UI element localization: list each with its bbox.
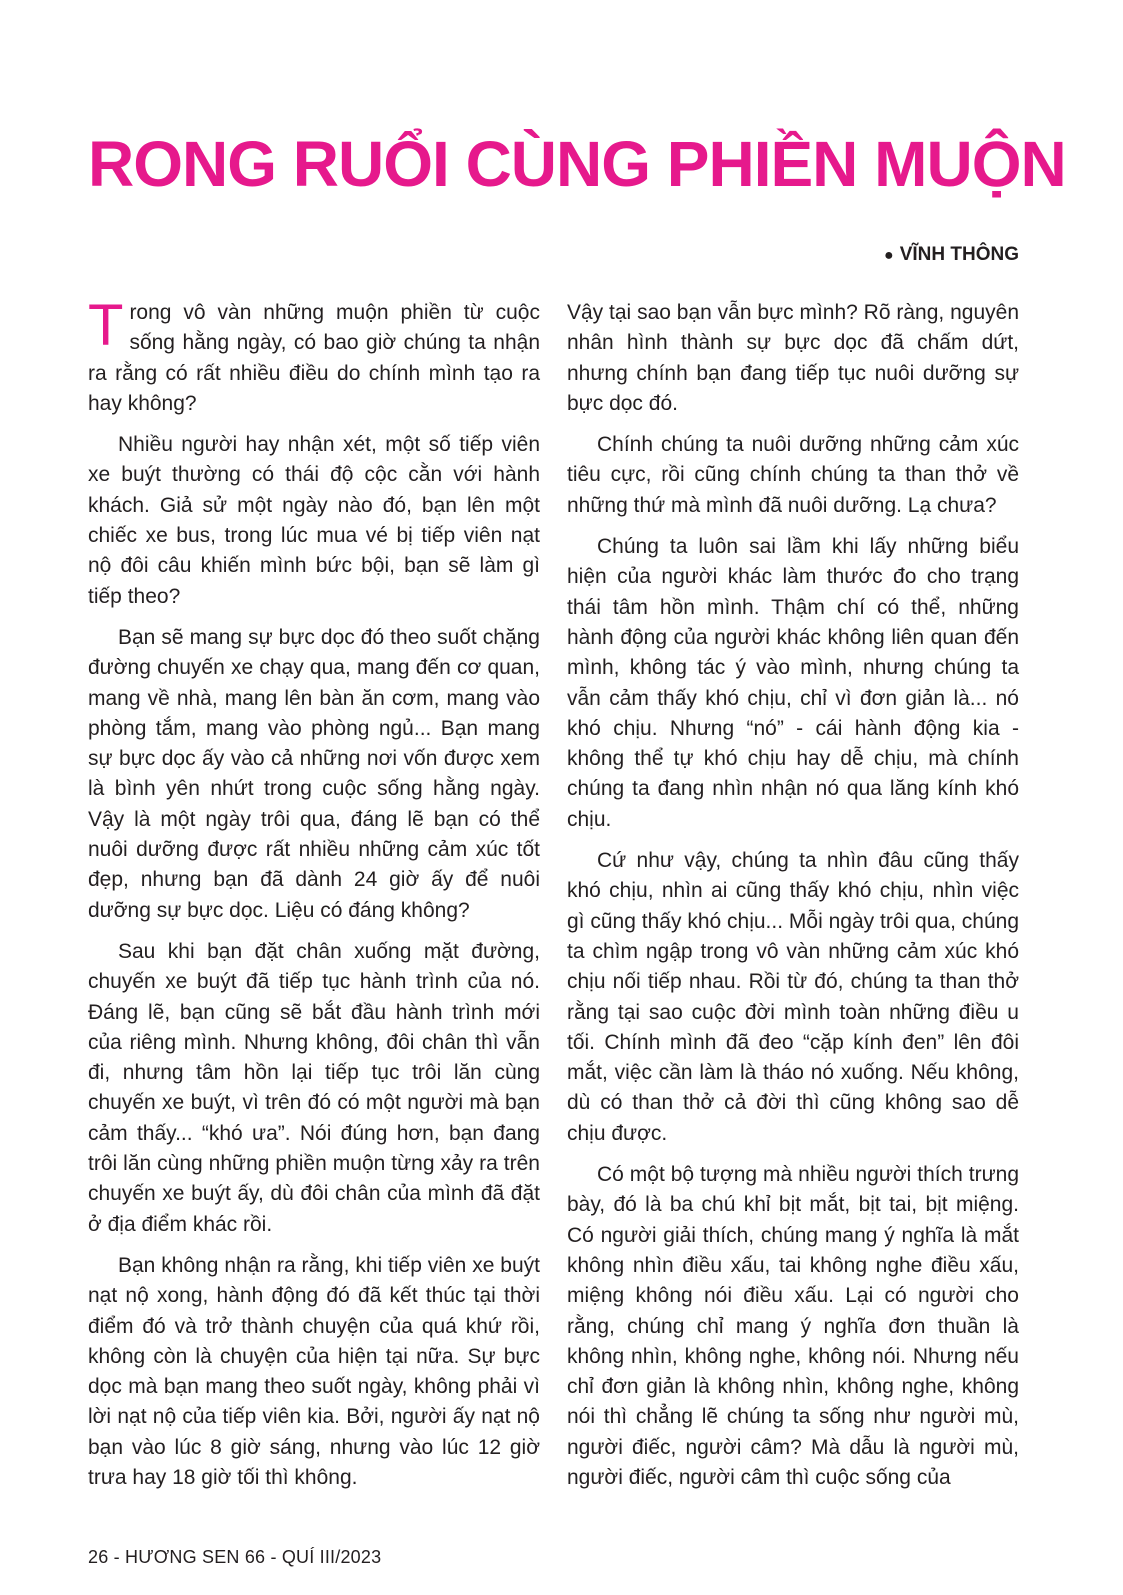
author-name: VĨNH THÔNG [899, 244, 1019, 265]
bullet-icon: ● [884, 247, 894, 264]
left-column [88, 293, 540, 1504]
article-title: RONG RUỔI CÙNG PHIỀN MUỘN [88, 128, 1066, 200]
page-footer: 26 - HƯƠNG SEN 66 - QUÍ III/2023 [88, 1547, 382, 1567]
paragraph: Bạn sẽ mang sự bực dọc đó theo suốt chặng đường chuyến xe chạy qua, mang đến cơ quan, mang về nhà, mang lên bàn ăn cơm, mang vào phòng tắm, mang vào phòng ngủ... Bạn mang sự bực dọc ấy vào cả những nơi vốn được xem là bình yên nhứt trong cuộc sống hằng ngày. Vậy là một ngày trôi qua, đáng lẽ bạn có thể nuôi dưỡng được rất nhiều những cảm xúc tốt đẹp, nhưng bạn đã dành 24 giờ ấy để nuôi dưỡng sự bực dọc. Liệu có đáng không? [88, 625, 540, 922]
author-byline [884, 244, 1019, 266]
drop-cap: T [88, 293, 124, 358]
paragraph: Chính chúng ta nuôi dưỡng những cảm xúc tiêu cực, rồi cũng chính chúng ta than thở về những thứ mà mình đã nuôi dưỡng. Lạ chưa? [567, 433, 1019, 517]
paragraph: Vậy tại sao bạn vẫn bực mình? Rõ ràng, nguyên nhân hình thành sự bực dọc đã chấm dứt, nhưng chính bạn đang tiếp tục nuôi dưỡng sự bực dọc đó. [567, 301, 1019, 415]
paragraph: Có một bộ tượng mà nhiều người thích trưng bày, đó là ba chú khỉ bịt mắt, bịt tai, bịt miệng. Có người giải thích, chúng mang ý nghĩa là mắt không nhìn điều xấu, tai không nghe điều xấu, miệng không nói điều xấu. Lại có người cho rằng, chúng chỉ mang ý nghĩa đơn thuần là không nhìn, không nghe, không nói. Nhưng nếu chỉ đơn giản là không nhìn, không nghe, không nói thì chẳng lẽ chúng ta sống như người mù, người điếc, người câm? Mà dẫu là người mù, người điếc, người câm thì cuộc sống của [567, 1163, 1019, 1489]
paragraph: Sau khi bạn đặt chân xuống mặt đường, chuyến xe buýt đã tiếp tục hành trình của nó. Đáng lẽ, bạn cũng sẽ bắt đầu hành trình mới của riêng mình. Nhưng không, đôi chân thì vẫn đi, nhưng tâm hồn lại tiếp tục trôi lăn cùng chuyến xe buýt, vì trên đó có một người mà bạn cảm thấy... “khó ưa”. Nói đúng hơn, bạn đang trôi lăn cùng những phiền muộn từng xảy ra trên chuyến xe buýt ấy, dù đôi chân của mình đã đặt ở địa điểm khác rồi. [88, 939, 540, 1236]
paragraph: Chúng ta luôn sai lầm khi lấy những biểu hiện của người khác làm thước đo cho trạng thái tâm hồn mình. Thậm chí có thể, những hành động của người khác không liên quan đến mình, không tác ý vào mình, nhưng chúng ta vẫn cảm thấy khó chịu, chỉ vì đơn giản là... nó khó chịu. Nhưng “nó” - cái hành động kia - không thể tự khó chịu hay dễ chịu, mà chính chúng ta đang nhìn nhận nó qua lăng kính khó chịu. [567, 535, 1019, 831]
paragraph: Nhiều người hay nhận xét, một số tiếp viên xe buýt thường có thái độ cộc cằn với hành khách. Giả sử một ngày nào đó, bạn lên một chiếc xe bus, trong lúc mua vé bị tiếp viên nạt nộ đôi câu khiến mình bức bội, bạn sẽ làm gì tiếp theo? [88, 433, 540, 608]
paragraph: Cứ như vậy, chúng ta nhìn đâu cũng thấy khó chịu, nhìn ai cũng thấy khó chịu, nhìn việc gì cũng thấy khó chịu... Mỗi ngày trôi qua, chúng ta chìm ngập trong vô vàn những cảm xúc khó chịu nối tiếp nhau. Rồi từ đó, chúng ta than thở rằng tại sao cuộc đời mình toàn những điều u tối. Chính mình đã đeo “cặp kính đen” lên đôi mắt, việc cần làm là tháo nó xuống. Nếu không, dù có than thở cả đời thì cũng không sao dễ chịu được. [567, 849, 1019, 1145]
right-column [567, 298, 1019, 1504]
paragraph: Bạn không nhận ra rằng, khi tiếp viên xe buýt nạt nộ xong, hành động đó đã kết thúc tại thời điểm đó và trở thành chuyện của quá khứ rồi, không còn là chuyện của hiện tại nữa. Sự bực dọc mà bạn mang theo suốt ngày, không phải vì lời nạt nộ của tiếp viên kia. Bởi, người ấy nạt nộ bạn vào lúc 8 giờ sáng, nhưng vào lúc 12 giờ trưa hay 18 giờ tối thì không. [88, 1253, 540, 1489]
paragraph: Trong vô vàn những muộn phiền từ cuộc sống hằng ngày, có bao giờ chúng ta nhận ra rằng có rất nhiều điều do chính mình tạo ra hay không? [88, 293, 540, 415]
